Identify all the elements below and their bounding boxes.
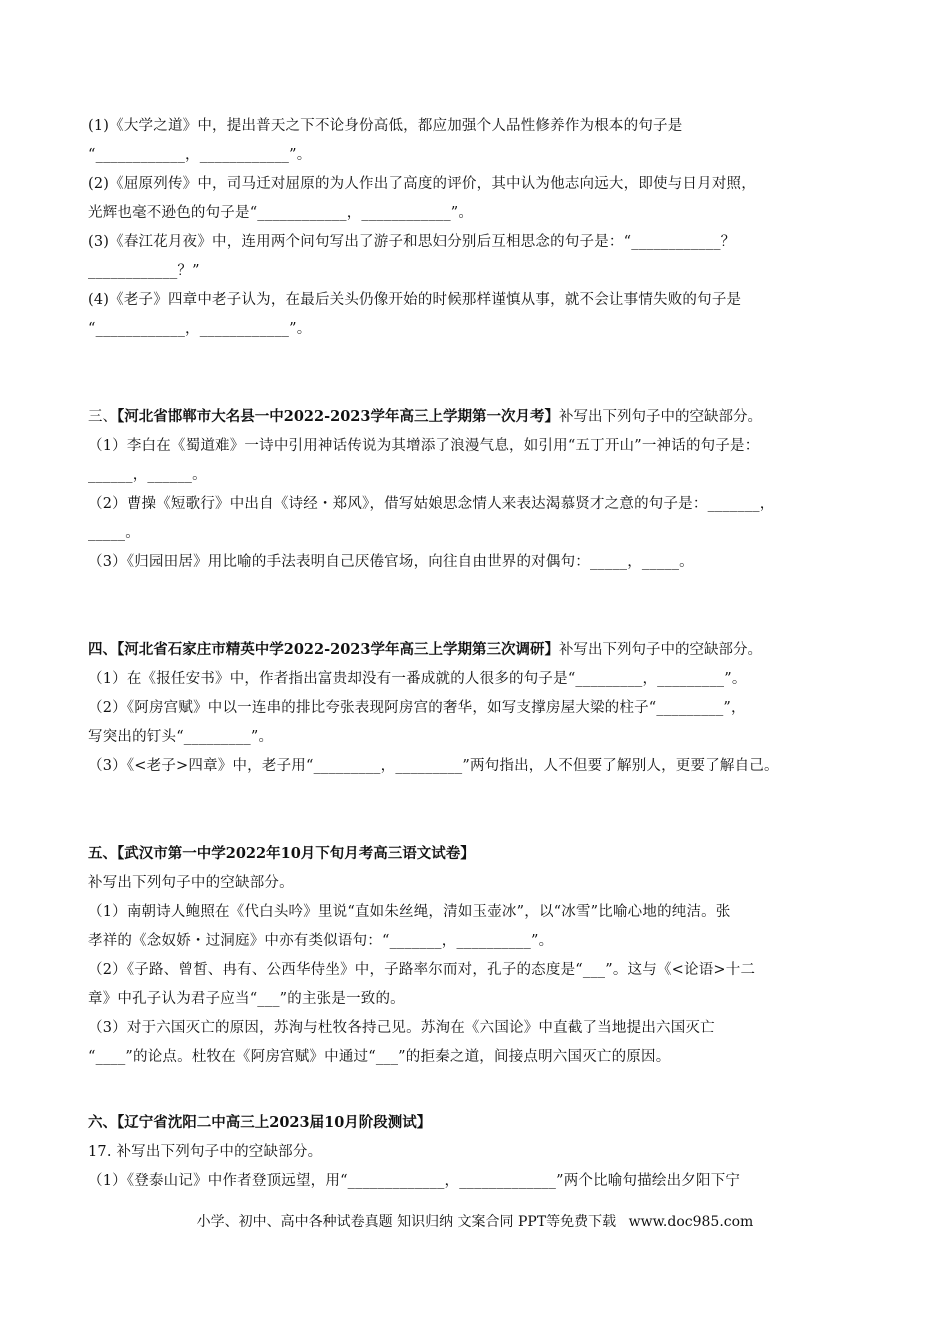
question-line: ____________？” bbox=[88, 263, 200, 279]
section-instruction: 补写出下列句子中的空缺部分。 bbox=[558, 409, 762, 425]
section-heading bbox=[88, 635, 878, 665]
question-line: （3）《<老子>四章》中，老子用“_________，_________”两句指出，人不但要了解别人，更要了解自己。 bbox=[88, 758, 779, 774]
question-line: (4)《老子》四章中老子认为，在最后关头仍像开始的时候那样谨慎从事，就不会让事情失败的句子是 bbox=[88, 292, 742, 308]
section-instruction: 补写出下列句子中的空缺部分。 bbox=[558, 642, 762, 658]
section-6 bbox=[88, 1108, 878, 1196]
section-heading bbox=[88, 839, 878, 869]
section-number: 四、 bbox=[88, 641, 117, 658]
question-line: 补写出下列句子中的空缺部分。 bbox=[88, 875, 294, 891]
section-title: 【武汉市第一中学2022年10月下旬月考高三语文试卷】 bbox=[117, 845, 475, 862]
footer-text: 小学、初中、高中各种试卷真题 知识归纳 文案合同 PPT等免费下载 bbox=[196, 1214, 617, 1230]
question-line: (1)《大学之道》中，提出普天之下不论身份高低，都应加强个人品性修养作为根本的句子是 bbox=[88, 118, 683, 134]
question-line: _____。 bbox=[88, 525, 140, 541]
section-number: 六、 bbox=[88, 1114, 117, 1131]
section-3 bbox=[88, 402, 878, 577]
section-number: 五、 bbox=[88, 845, 117, 862]
footer-url: www.doc985.com bbox=[628, 1214, 754, 1230]
section-5 bbox=[88, 839, 878, 1072]
section-heading bbox=[88, 1108, 878, 1138]
question-line: (2)《屈原列传》中，司马迁对屈原的为人作出了高度的评价，其中认为他志向远大，即使与日月对照， bbox=[88, 176, 756, 192]
question-line: (3)《春江花月夜》中，连用两个问句写出了游子和思妇分别后互相思念的句子是：“____________？ bbox=[88, 234, 736, 250]
question-line: 光辉也毫不逊色的句子是“____________，____________”。 bbox=[88, 205, 474, 221]
section-2-items bbox=[88, 112, 878, 344]
question-line: （1）南朝诗人鲍照在《代白头吟》里说“直如朱丝绳，清如玉壶冰”，以“冰雪”比喻心地的纯洁。张 bbox=[88, 904, 731, 920]
page-footer bbox=[0, 1212, 950, 1232]
question-line: “____________，____________”。 bbox=[88, 321, 312, 337]
section-4 bbox=[88, 635, 878, 781]
document-body bbox=[88, 112, 878, 1196]
section-number: 三、 bbox=[88, 409, 117, 425]
question-line: （2）《子路、曾皙、冉有、公西华侍坐》中，子路率尔而对，孔子的态度是“___”。这与《<论语>十二 bbox=[88, 962, 756, 978]
question-line: 17. 补写出下列句子中的空缺部分。 bbox=[88, 1144, 323, 1160]
section-title: 【辽宁省沈阳二中高三上2023届10月阶段测试】 bbox=[117, 1114, 432, 1131]
question-line: （1）李白在《蜀道难》一诗中引用神话传说为其增添了浪漫气息，如引用“五丁开山”一神话的句子是： bbox=[88, 438, 760, 454]
question-line: “____________，____________”。 bbox=[88, 147, 312, 163]
section-title: 【河北省石家庄市精英中学2022-2023学年高三上学期第三次调研】 bbox=[117, 641, 559, 658]
question-line: （1）《登泰山记》中作者登顶远望，用“_____________，_____________”两个比喻句描绘出夕阳下宁 bbox=[88, 1173, 741, 1189]
section-title: 【河北省邯郸市大名县一中2022-2023学年高三上学期第一次月考】 bbox=[117, 408, 559, 425]
question-line: 孝祥的《念奴娇・过洞庭》中亦有类似语句：“_______，__________”。 bbox=[88, 933, 554, 949]
section-heading bbox=[88, 402, 878, 432]
question-line: （2）《阿房宫赋》中以一连串的排比夸张表现阿房宫的奢华，如写支撑房屋大梁的柱子“_________”， bbox=[88, 700, 746, 716]
question-line: 写突出的钉头“_________”。 bbox=[88, 729, 274, 745]
question-line: 章》中孔子认为君子应当“___”的主张是一致的。 bbox=[88, 991, 405, 1007]
question-line: （3）《归园田居》用比喻的手法表明自己厌倦官场，向往自由世界的对偶句：_____，_____。 bbox=[88, 554, 694, 570]
question-line: （2）曹操《短歌行》中出自《诗经・郑风》，借写姑娘思念情人来表达渴慕贤才之意的句子是：_______， bbox=[88, 496, 775, 512]
question-line: （3）对于六国灭亡的原因，苏洵与杜牧各持己见。苏洵在《六国论》中直截了当地提出六国灭亡 bbox=[88, 1020, 715, 1036]
question-line: “____”的论点。杜牧在《阿房宫赋》中通过“___”的拒秦之道，间接点明六国灭亡的原因。 bbox=[88, 1049, 671, 1065]
question-line: ______，______。 bbox=[88, 467, 207, 483]
question-line: （1）在《报任安书》中，作者指出富贵却没有一番成就的人很多的句子是“_________，_________”。 bbox=[88, 671, 747, 687]
